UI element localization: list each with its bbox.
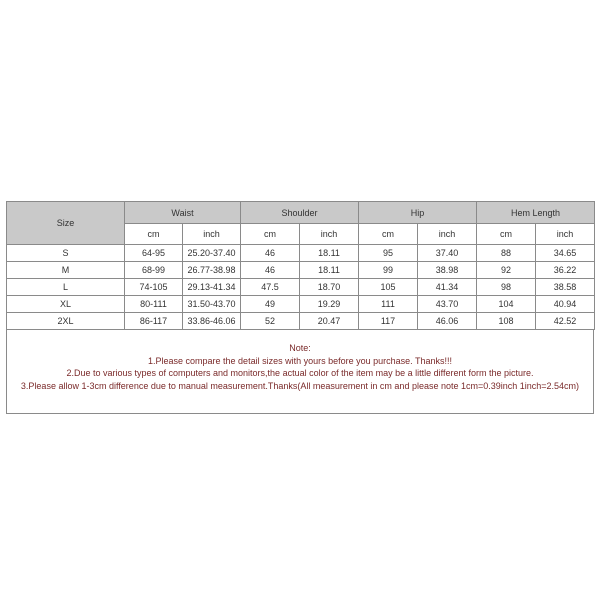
table-cell: 46 [241,262,300,279]
table-cell: 86-117 [125,313,183,330]
group-header-waist: Waist [125,202,241,224]
group-header-shoulder: Shoulder [241,202,359,224]
size-cell: L [7,279,125,296]
table-cell: 25.20-37.40 [183,245,241,262]
table-cell: 31.50-43.70 [183,296,241,313]
table-row [7,262,595,279]
table-cell: 46 [241,245,300,262]
table-cell: 33.86-46.06 [183,313,241,330]
table-cell: 74-105 [125,279,183,296]
size-column-header: Size [7,202,125,245]
table-cell: 18.11 [300,262,359,279]
table-cell: 43.70 [418,296,477,313]
table-cell: 38.98 [418,262,477,279]
table-cell: 19.29 [300,296,359,313]
unit-header: inch [300,224,359,245]
table-cell: 38.58 [536,279,595,296]
size-table [6,201,595,330]
unit-header: cm [241,224,300,245]
table-cell: 49 [241,296,300,313]
note-line: 2.Due to various types of computers and monitors,the actual color of the item may be a little different form the picture. [66,368,534,378]
unit-header: cm [359,224,418,245]
table-cell: 92 [477,262,536,279]
table-cell: 88 [477,245,536,262]
table-cell: 29.13-41.34 [183,279,241,296]
table-cell: 68-99 [125,262,183,279]
table-cell: 47.5 [241,279,300,296]
size-cell: XL [7,296,125,313]
table-cell: 42.52 [536,313,595,330]
table-cell: 18.70 [300,279,359,296]
unit-header: inch [183,224,241,245]
note-line: 1.Please compare the detail sizes with yours before you purchase. Thanks!!! [148,355,452,366]
table-row [7,313,595,330]
table-cell: 80-111 [125,296,183,313]
size-cell: S [7,245,125,262]
unit-header: cm [477,224,536,245]
table-cell: 111 [359,296,418,313]
table-row [7,296,595,313]
unit-header: cm [125,224,183,245]
notes-section [6,330,594,414]
table-row [7,279,595,296]
group-header-hip: Hip [359,202,477,224]
note-line: 3.Please allow 1-3cm difference due to manual measurement.Thanks(All measurement in cm and please note 1cm=0.39inch 1inch=2.54cm) [20,380,580,391]
table-cell: 37.40 [418,245,477,262]
table-cell: 46.06 [418,313,477,330]
table-cell: 52 [241,313,300,330]
size-cell: M [7,262,125,279]
table-cell: 117 [359,313,418,330]
table-body [7,245,595,330]
unit-header: inch [536,224,595,245]
table-cell: 105 [359,279,418,296]
table-cell: 95 [359,245,418,262]
table-row [7,245,595,262]
table-cell: 36.22 [536,262,595,279]
table-cell: 34.65 [536,245,595,262]
size-chart [6,201,594,414]
table-cell: 98 [477,279,536,296]
table-cell: 26.77-38.98 [183,262,241,279]
table-cell: 40.94 [536,296,595,313]
header-row-groups [7,202,595,224]
group-header-hem-length: Hem Length [477,202,595,224]
table-cell: 20.47 [300,313,359,330]
table-cell: 99 [359,262,418,279]
unit-header: inch [418,224,477,245]
size-cell: 2XL [7,313,125,330]
notes-title: Note: [289,343,311,353]
table-cell: 108 [477,313,536,330]
table-cell: 41.34 [418,279,477,296]
table-cell: 64-95 [125,245,183,262]
table-cell: 104 [477,296,536,313]
table-cell: 18.11 [300,245,359,262]
